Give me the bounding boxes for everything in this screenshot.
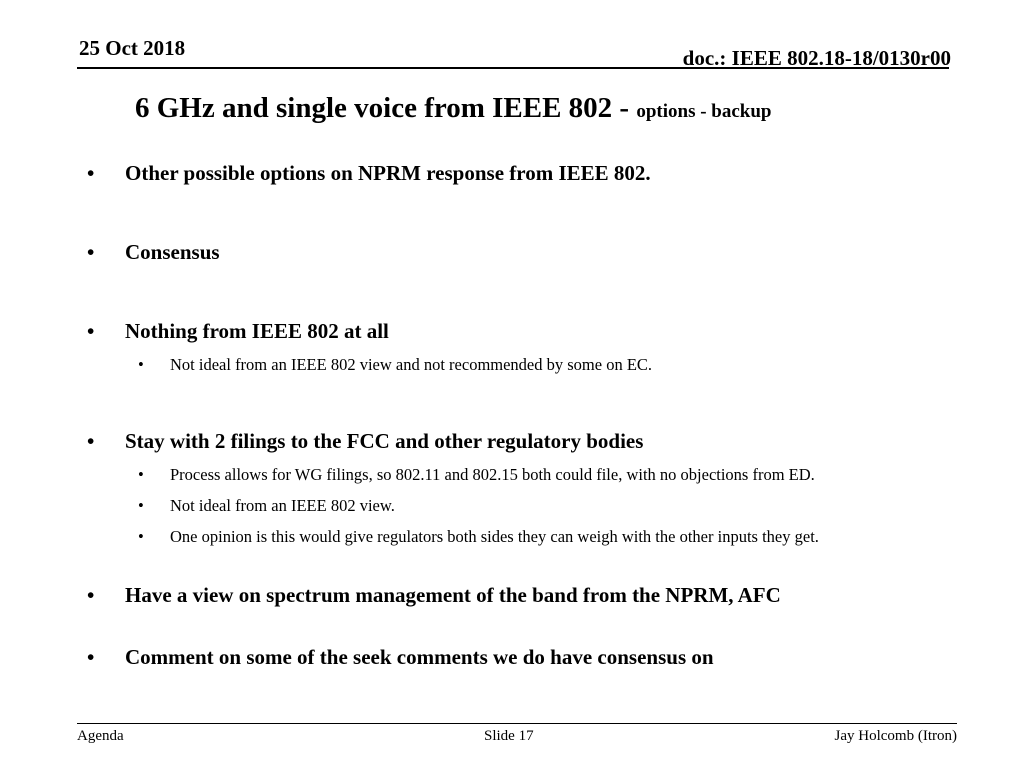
header-doc-id: doc.: IEEE 802.18-18/0130r00 bbox=[682, 46, 951, 70]
sub-bullet-dot: • bbox=[138, 496, 144, 515]
sub-bullet-dot: • bbox=[138, 355, 144, 374]
bullet-text: Stay with 2 filings to the FCC and other regulatory bodies bbox=[125, 429, 644, 453]
footer-divider bbox=[77, 723, 957, 724]
bullet-dot: • bbox=[87, 240, 95, 264]
sub-bullet-dot: • bbox=[138, 527, 144, 546]
bullet-text: Consensus bbox=[125, 240, 220, 264]
bullet-dot: • bbox=[87, 161, 95, 185]
slide-title bbox=[135, 92, 772, 125]
footer-left-label: Agenda bbox=[77, 728, 124, 744]
sub-bullet-text: Not ideal from an IEEE 802 view and not recommended by some on EC. bbox=[170, 355, 653, 374]
bullet-text: Other possible options on NPRM response from IEEE 802. bbox=[125, 161, 651, 185]
footer-author: Jay Holcomb (Itron) bbox=[834, 728, 957, 744]
bullet-dot: • bbox=[87, 319, 95, 343]
sub-bullet-text: Process allows for WG filings, so 802.11 and 802.15 both could file, with no objections from ED. bbox=[170, 465, 815, 484]
footer-slide-number: Slide 17 bbox=[484, 728, 534, 744]
header-divider bbox=[77, 67, 949, 69]
sub-bullet-text: One opinion is this would give regulators both sides they can weigh with the other inputs they get. bbox=[170, 527, 819, 546]
bullet-dot: • bbox=[87, 645, 95, 669]
header-date: 25 Oct 2018 bbox=[79, 36, 186, 60]
bullet-text: Have a view on spectrum management of the band from the NPRM, AFC bbox=[125, 583, 781, 607]
slide-title-sub: options - backup bbox=[636, 101, 772, 122]
bullet-dot: • bbox=[87, 429, 95, 453]
slide-title-main: 6 GHz and single voice from IEEE 802 - bbox=[135, 92, 637, 124]
sub-bullet-text: Not ideal from an IEEE 802 view. bbox=[170, 496, 395, 515]
bullet-text: Comment on some of the seek comments we do have consensus on bbox=[125, 645, 714, 669]
bullet-text: Nothing from IEEE 802 at all bbox=[125, 319, 389, 343]
bullet-dot: • bbox=[87, 583, 95, 607]
sub-bullet-dot: • bbox=[138, 465, 144, 484]
